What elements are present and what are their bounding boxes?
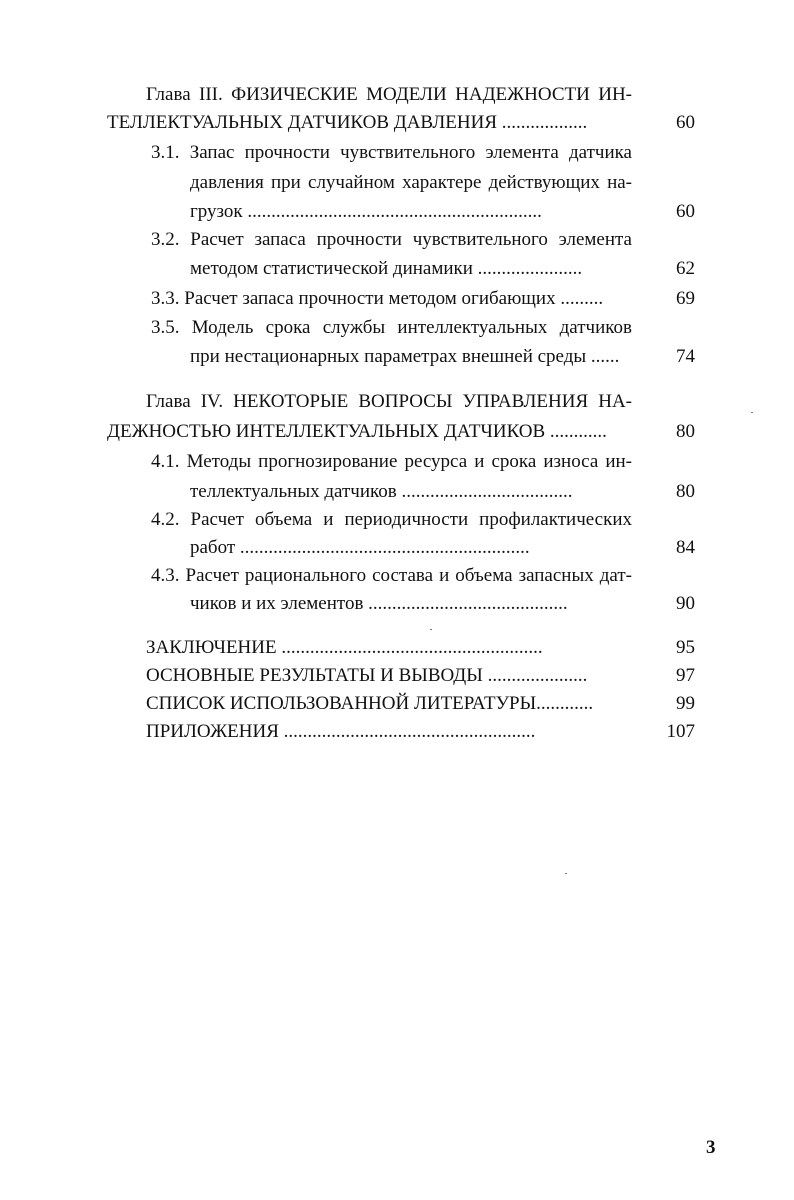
- section-3-3-page: 69: [676, 288, 695, 309]
- scan-speck: [751, 412, 753, 413]
- conclusion-entry: ЗАКЛЮЧЕНИЕ .......................................................: [146, 637, 543, 658]
- section-3-5-line2: при нестационарных параметрах внешней среды ......: [190, 346, 620, 367]
- section-3-1-line2: давления при случайном характере действующих на-: [190, 172, 632, 193]
- section-3-3-line1: 3.3. Расчет запаса прочности методом огибающих .........: [151, 288, 604, 309]
- chapter-4-title-line2: ДЕЖНОСТЬЮ ИНТЕЛЛЕКТУАЛЬНЫХ ДАТЧИКОВ ............: [107, 421, 607, 442]
- section-4-2-line1: 4.2. Расчет объема и периодичности профилактических: [151, 509, 632, 530]
- references-entry: СПИСОК ИСПОЛЬЗОВАННОЙ ЛИТЕРАТУРЫ............: [146, 693, 594, 714]
- section-4-3-line2: чиков и их элементов ..........................................: [190, 593, 568, 614]
- page-number: 3: [706, 1137, 716, 1158]
- section-3-1-page: 60: [676, 201, 695, 222]
- chapter-3-title-line2: ТЕЛЛЕКТУАЛЬНЫХ ДАТЧИКОВ ДАВЛЕНИЯ ..................: [107, 112, 588, 133]
- appendices-entry: ПРИЛОЖЕНИЯ .....................................................: [146, 721, 536, 742]
- results-page: 97: [676, 665, 695, 686]
- scan-speck: [430, 629, 432, 630]
- section-3-2-line2: методом статистической динамики ......................: [190, 258, 583, 279]
- section-4-2-line2: работ .............................................................: [190, 537, 530, 558]
- chapter-3-title-line1: Глава III. ФИЗИЧЕСКИЕ МОДЕЛИ НАДЕЖНОСТИ ИН-: [146, 84, 632, 105]
- chapter-3-page: 60: [676, 112, 695, 133]
- section-3-2-page: 62: [676, 258, 695, 279]
- section-4-1-line1: 4.1. Методы прогнозирование ресурса и срока износа ин-: [151, 451, 632, 472]
- results-entry: ОСНОВНЫЕ РЕЗУЛЬТАТЫ И ВЫВОДЫ .....................: [146, 665, 588, 686]
- references-page: 99: [676, 693, 695, 714]
- section-4-3-page: 90: [676, 593, 695, 614]
- section-4-3-line1: 4.3. Расчет рационального состава и объема запасных дат-: [151, 565, 632, 586]
- section-3-5-line1: 3.5. Модель срока службы интеллектуальных датчиков: [151, 317, 632, 338]
- section-3-2-line1: 3.2. Расчет запаса прочности чувствительного элемента: [151, 229, 632, 250]
- section-4-1-page: 80: [676, 481, 695, 502]
- conclusion-page: 95: [676, 637, 695, 658]
- appendices-page: 107: [666, 721, 695, 742]
- chapter-4-title-line1: Глава IV. НЕКОТОРЫЕ ВОПРОСЫ УПРАВЛЕНИЯ НА-: [146, 391, 632, 412]
- scan-speck: [565, 873, 567, 874]
- section-4-1-line2: теллектуальных датчиков ....................................: [190, 481, 573, 502]
- section-3-5-page: 74: [676, 346, 695, 367]
- section-3-1-line3: грузок ..............................................................: [190, 201, 542, 222]
- chapter-4-page: 80: [676, 421, 695, 442]
- section-3-1-line1: 3.1. Запас прочности чувствительного элемента датчика: [151, 142, 632, 163]
- section-4-2-page: 84: [676, 537, 695, 558]
